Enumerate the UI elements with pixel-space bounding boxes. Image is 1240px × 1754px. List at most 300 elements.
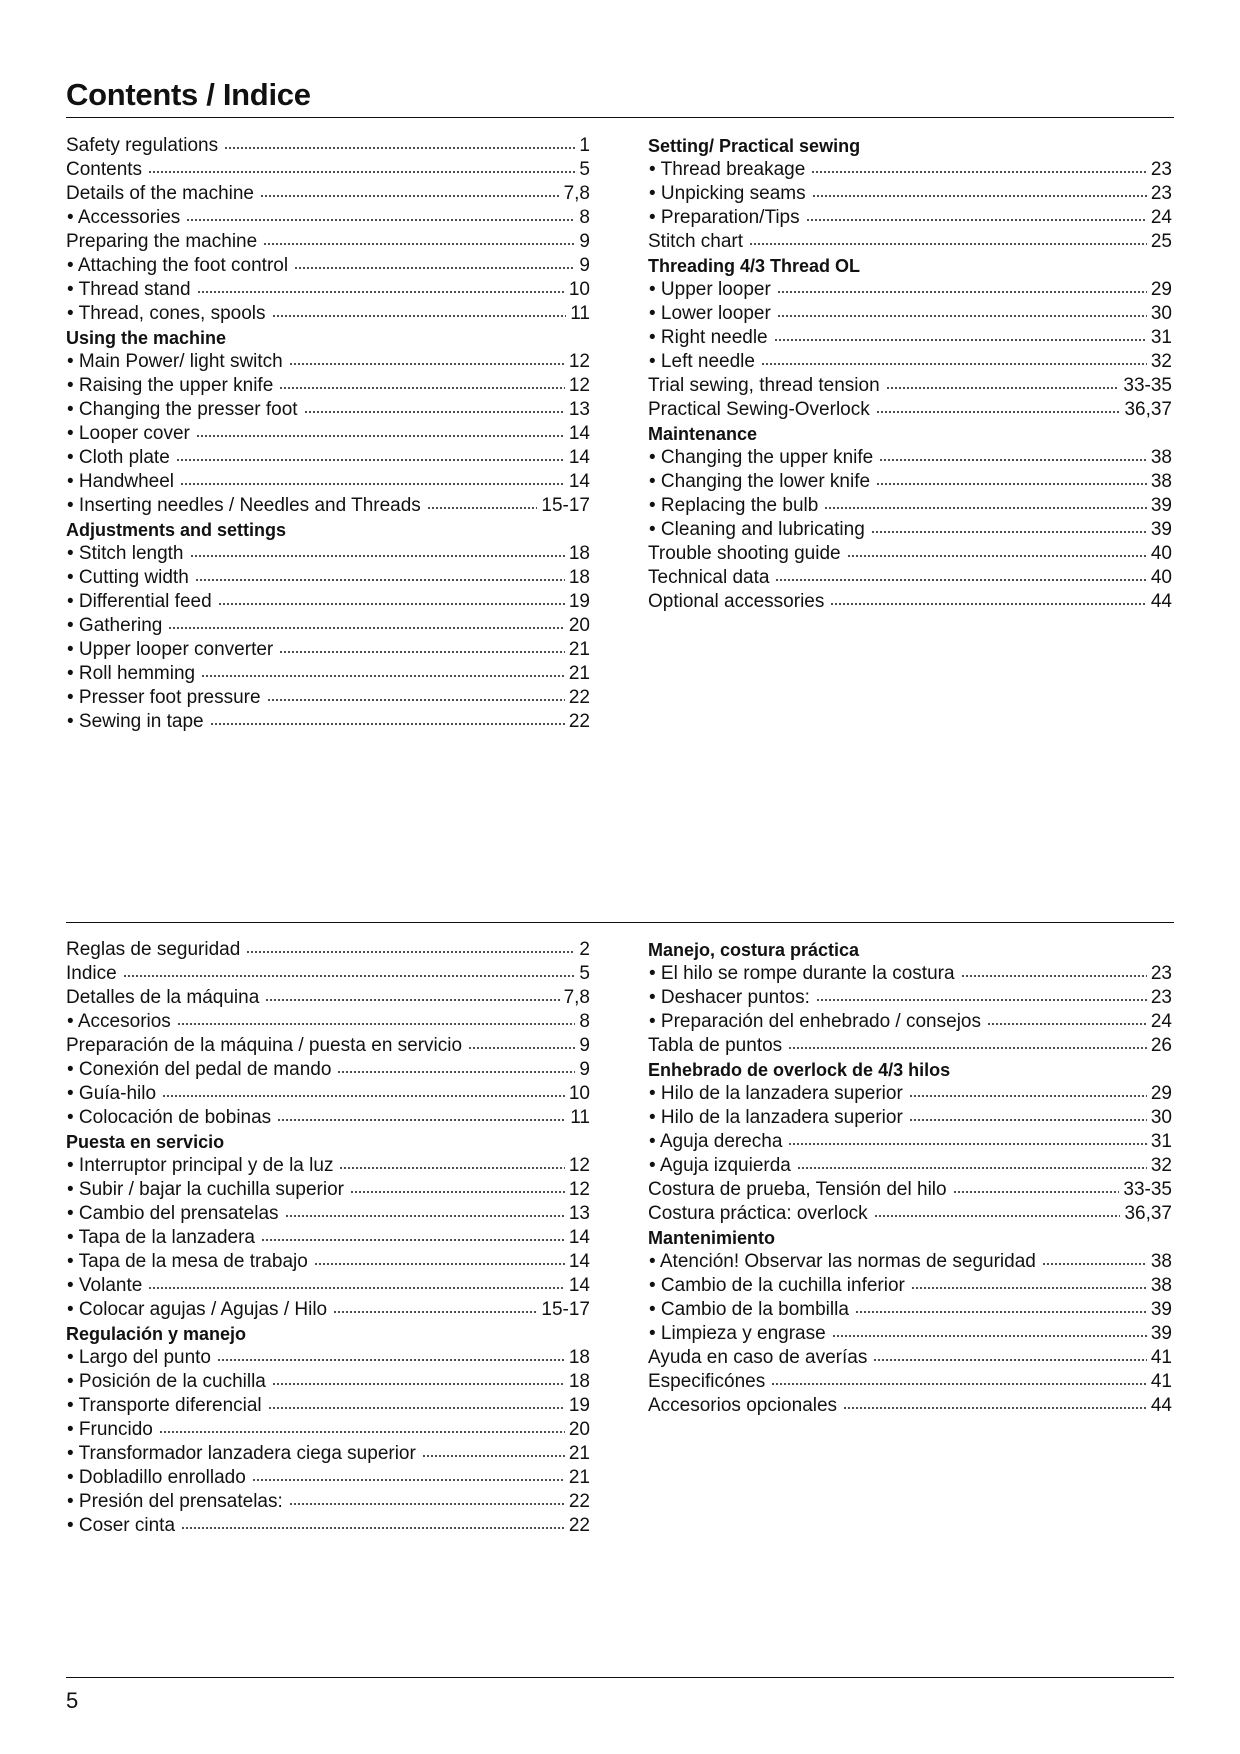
toc-entry-page: 32 [1150,351,1172,372]
toc-entry-label: • Hilo de la lanzadera superior [649,1083,903,1104]
toc-entry-label: • Subir / bajar la cuchilla superior [67,1179,345,1200]
toc-entry [648,206,1172,230]
toc-entry-page: 7,8 [563,183,590,204]
toc-entry-label: Preparing the machine [66,231,258,252]
toc-entry-page: 26 [1150,1035,1172,1056]
toc-entry [648,1010,1172,1034]
toc-entry-page: 30 [1150,303,1172,324]
dot-leader [339,1167,564,1169]
toc-entry-page: 33-35 [1123,1179,1172,1200]
dot-leader [197,291,565,293]
toc-entry [66,1250,590,1274]
toc-entry [648,1106,1172,1130]
dot-leader [749,243,1147,245]
dot-leader [811,171,1147,173]
dot-leader [961,975,1147,977]
toc-entry [648,182,1172,206]
toc-entry-label: • Attaching the foot control [67,255,289,276]
title-divider [66,117,1174,118]
toc-entry [66,986,590,1010]
toc-entry [66,1442,590,1466]
toc-entry-label: • Limpieza y engrase [649,1323,826,1344]
toc-entry-page: 12 [568,1155,590,1176]
toc-entry-page: 14 [568,1227,590,1248]
dot-leader [181,1527,565,1529]
toc-entry-label: • Sewing in tape [67,711,204,732]
toc-entry-label: • Changing the upper knife [649,447,874,468]
toc-entry-page: 14 [568,471,590,492]
toc-entry-label: Costura práctica: overlock [648,1203,868,1224]
toc-entry-page: 9 [579,255,590,276]
toc-entry-label: • Gathering [67,615,163,636]
toc-entry [648,158,1172,182]
english-right-column [648,134,1172,614]
toc-entry-label: • Cambio de la bombilla [649,1299,849,1320]
dot-leader [224,147,575,149]
toc-entry-label: Details of the machine [66,183,254,204]
toc-entry-page: 9 [579,231,590,252]
dot-leader [272,315,567,317]
toc-entry-label: • Fruncido [67,1419,153,1440]
dot-leader [285,1215,565,1217]
dot-leader [879,459,1147,461]
dot-leader [847,555,1147,557]
toc-entry-page: 14 [568,423,590,444]
toc-entry [66,1418,590,1442]
toc-entry [648,350,1172,374]
toc-entry-page: 12 [568,1179,590,1200]
toc-entry-page: 44 [1150,1395,1172,1416]
toc-entry-page: 21 [568,1467,590,1488]
toc-entry-page: 10 [568,279,590,300]
toc-entry [648,1034,1172,1058]
toc-entry [66,938,590,962]
toc-entry-page: 8 [579,1011,590,1032]
toc-entry-label: • Upper looper converter [67,639,274,660]
dot-leader [196,435,565,437]
dot-leader [824,507,1147,509]
dot-leader [190,555,565,557]
dot-leader [422,1455,565,1457]
toc-entry-page: 10 [568,1083,590,1104]
toc-entry-label: • Left needle [649,351,755,372]
dot-leader [771,1383,1147,1385]
dot-leader [468,1047,575,1049]
toc-entry-label: • Presser foot pressure [67,687,261,708]
toc-entry [66,1298,590,1322]
dot-leader [871,531,1147,533]
toc-entry-label: Safety regulations [66,135,219,156]
toc-entry-page: 22 [568,711,590,732]
toc-entry-page: 32 [1150,1155,1172,1176]
toc-entry-label: • Cambio del prensatelas [67,1203,279,1224]
dot-leader [337,1071,575,1073]
toc-entry-page: 44 [1150,591,1172,612]
toc-entry [66,638,590,662]
toc-entry-page: 5 [579,963,590,984]
dot-leader [806,219,1147,221]
toc-entry-label: • Main Power/ light switch [67,351,283,372]
toc-entry-label: • Right needle [649,327,768,348]
toc-entry-page: 15-17 [541,495,590,516]
toc-entry [648,302,1172,326]
toc-entry-page: 23 [1150,183,1172,204]
toc-entry [648,1178,1172,1202]
toc-entry-page: 20 [568,615,590,636]
toc-entry-page: 21 [568,663,590,684]
toc-entry-page: 22 [568,1515,590,1536]
toc-entry-page: 29 [1150,1083,1172,1104]
toc-entry [66,1178,590,1202]
toc-entry [66,542,590,566]
toc-entry [66,1514,590,1538]
toc-entry [648,1322,1172,1346]
toc-section-heading: Enhebrado de overlock de 4/3 hilos [648,1060,951,1080]
toc-entry-page: 36,37 [1124,399,1172,420]
toc-entry-page: 39 [1150,495,1172,516]
toc-entry [66,1466,590,1490]
toc-entry-label: • Raising the upper knife [67,375,274,396]
toc-entry [66,566,590,590]
toc-entry [66,182,590,206]
toc-entry [66,446,590,470]
toc-entry [66,1034,590,1058]
toc-entry-page: 33-35 [1123,375,1172,396]
dot-leader [886,387,1120,389]
dot-leader [788,1143,1146,1145]
toc-entry [66,494,590,518]
toc-entry [66,1490,590,1514]
dot-leader [1042,1263,1147,1265]
dot-leader [873,1359,1147,1361]
dot-leader [265,999,559,1001]
toc-entry-label: • Handwheel [67,471,174,492]
dot-leader [218,603,565,605]
toc-entry [66,1346,590,1370]
toc-entry-page: 2 [579,939,590,960]
toc-entry-page: 30 [1150,1107,1172,1128]
dot-leader [252,1479,565,1481]
toc-entry-page: 22 [568,1491,590,1512]
toc-entry-page: 13 [568,1203,590,1224]
toc-entry [648,1154,1172,1178]
toc-entry-page: 31 [1150,327,1172,348]
toc-entry [648,986,1172,1010]
toc-entry-page: 38 [1150,1251,1172,1272]
toc-entry-label: • Unpicking seams [649,183,806,204]
dot-leader [830,603,1146,605]
dot-leader [797,1167,1147,1169]
toc-entry-page: 15-17 [541,1299,590,1320]
toc-entry-label: • Hilo de la lanzadera superior [649,1107,903,1128]
toc-entry-label: • Accessories [67,207,181,228]
toc-entry-label: • Changing the presser foot [67,399,298,420]
dot-leader [294,267,575,269]
toc-entry-label: Indice [66,963,117,984]
dot-leader [263,243,575,245]
dot-leader [289,363,565,365]
toc-entry-label: • Inserting needles / Needles and Threads [67,495,421,516]
dot-leader [876,483,1147,485]
toc-entry [66,710,590,734]
dot-leader [304,411,565,413]
toc-entry-page: 38 [1150,471,1172,492]
toc-entry-label: • Cutting width [67,567,189,588]
toc-entry-page: 18 [568,567,590,588]
toc-entry-label: Practical Sewing-Overlock [648,399,870,420]
toc-entry-page: 40 [1150,567,1172,588]
toc-entry-label: Technical data [648,567,770,588]
toc-entry [648,1202,1172,1226]
page-number: 5 [66,1688,79,1713]
dot-leader [911,1287,1147,1289]
toc-section-heading: Regulación y manejo [66,1324,247,1344]
dot-leader [314,1263,565,1265]
toc-entry [648,470,1172,494]
toc-section-heading: Maintenance [648,424,758,444]
dot-leader [177,1023,576,1025]
toc-entry [66,278,590,302]
toc-entry-page: 18 [568,1371,590,1392]
dot-leader [909,1119,1147,1121]
toc-entry-label: Trouble shooting guide [648,543,841,564]
toc-entry-label: • Deshacer puntos: [649,987,810,1008]
dot-leader [210,723,565,725]
footer-divider [66,1677,1174,1678]
spanish-left-column [66,938,590,1538]
toc-entry [648,494,1172,518]
dot-leader [874,1215,1121,1217]
dot-leader [350,1191,565,1193]
dot-leader [148,1287,565,1289]
dot-leader [217,1359,565,1361]
toc-entry-page: 13 [568,399,590,420]
toc-entry [648,542,1172,566]
toc-entry-page: 23 [1150,987,1172,1008]
toc-entry-page: 41 [1150,1347,1172,1368]
dot-leader [261,1239,565,1241]
toc-entry-label: • Preparation/Tips [649,207,800,228]
dot-leader [279,651,565,653]
toc-entry [648,326,1172,350]
dot-leader [148,171,575,173]
dot-leader [195,579,565,581]
toc-entry-label: • Cleaning and lubricating [649,519,865,540]
toc-entry [66,1106,590,1130]
toc-entry [648,1394,1172,1418]
toc-entry-label: • Atención! Observar las normas de seguridad [649,1251,1036,1272]
toc-entry-label: • Largo del punto [67,1347,211,1368]
toc-section-heading: Manejo, costura práctica [648,940,860,960]
toc-entry-label: Tabla de puntos [648,1035,783,1056]
toc-entry [648,398,1172,422]
toc-entry-label: • Replacing the bulb [649,495,819,516]
dot-leader [289,1503,565,1505]
toc-entry-page: 5 [579,159,590,180]
toc-section-heading: Puesta en servicio [66,1132,225,1152]
toc-entry-label: Detalles de la máquina [66,987,260,1008]
dot-leader [816,999,1147,1001]
toc-entry [648,278,1172,302]
toc-entry-label: • Thread stand [67,279,191,300]
toc-entry-page: 7,8 [563,987,590,1008]
toc-entry-page: 38 [1150,1275,1172,1296]
dot-leader [159,1431,565,1433]
toc-entry-label: • Aguja derecha [649,1131,783,1152]
dot-leader [180,483,565,485]
toc-entry-page: 31 [1150,1131,1172,1152]
dot-leader [775,579,1146,581]
toc-entry-label: Especificónes [648,1371,766,1392]
toc-entry-page: 21 [568,1443,590,1464]
toc-section-heading: Using the machine [66,328,227,348]
toc-entry-page: 11 [570,1107,590,1128]
toc-entry [648,590,1172,614]
toc-entry-label: • Volante [67,1275,143,1296]
toc-entry [648,1298,1172,1322]
toc-entry [66,230,590,254]
toc-entry [66,590,590,614]
toc-entry [66,1010,590,1034]
toc-entry [66,374,590,398]
toc-entry-label: Costura de prueba, Tensión del hilo [648,1179,947,1200]
dot-leader [855,1311,1147,1313]
dot-leader [272,1383,565,1385]
toc-section-heading: Threading 4/3 Thread OL [648,256,861,276]
toc-entry [66,1082,590,1106]
toc-entry [648,1274,1172,1298]
toc-entry-label: • Dobladillo enrollado [67,1467,246,1488]
page-title: Contents / Indice [66,77,311,112]
toc-entry-page: 12 [568,375,590,396]
toc-entry-label: Accesorios opcionales [648,1395,838,1416]
toc-entry-page: 39 [1150,1323,1172,1344]
toc-entry-page: 1 [579,135,590,156]
dot-leader [987,1023,1147,1025]
dot-leader [168,627,564,629]
toc-entry-page: 24 [1150,1011,1172,1032]
toc-entry [648,1370,1172,1394]
dot-leader [277,1119,566,1121]
toc-entry-label: Preparación de la máquina / puesta en servicio [66,1035,463,1056]
dot-leader [268,1407,565,1409]
toc-entry-label: • Lower looper [649,303,771,324]
toc-entry-label: • Accesorios [67,1011,171,1032]
toc-entry-page: 18 [568,543,590,564]
dot-leader [777,315,1147,317]
toc-entry-page: 21 [568,639,590,660]
dot-leader [260,195,560,197]
toc-entry [66,1058,590,1082]
toc-entry [66,254,590,278]
toc-entry-page: 14 [568,1275,590,1296]
dot-leader [832,1335,1147,1337]
toc-entry-page: 39 [1150,1299,1172,1320]
toc-entry-label: • Thread breakage [649,159,806,180]
toc-entry-label: Trial sewing, thread tension [648,375,880,396]
toc-entry-label: • Posición de la cuchilla [67,1371,266,1392]
dot-leader [953,1191,1120,1193]
dot-leader [123,975,576,977]
dot-leader [333,1311,537,1313]
toc-entry-page: 12 [568,351,590,372]
toc-entry-page: 18 [568,1347,590,1368]
toc-entry-label: • Presión del prensatelas: [67,1491,283,1512]
toc-entry-label: • Stitch length [67,543,184,564]
toc-section-heading: Adjustments and settings [66,520,287,540]
toc-entry-page: 19 [568,1395,590,1416]
dot-leader [162,1095,565,1097]
toc-entry [66,1274,590,1298]
dot-leader [777,291,1147,293]
toc-entry-label: • Tapa de la mesa de trabajo [67,1251,308,1272]
toc-entry [648,374,1172,398]
dot-leader [201,675,565,677]
toc-entry-label: • Changing the lower knife [649,471,871,492]
toc-entry-page: 14 [568,1251,590,1272]
toc-entry [648,1250,1172,1274]
toc-entry-label: • Colocar agujas / Agujas / Hilo [67,1299,328,1320]
toc-entry-label: • Coser cinta [67,1515,176,1536]
dot-leader [427,507,538,509]
toc-entry [648,566,1172,590]
toc-entry-page: 36,37 [1124,1203,1172,1224]
toc-entry-label: • Guía-hilo [67,1083,157,1104]
toc-entry [66,1202,590,1226]
dot-leader [812,195,1147,197]
toc-entry-label: Contents [66,159,143,180]
toc-entry [66,962,590,986]
toc-entry [648,1346,1172,1370]
toc-entry [648,962,1172,986]
toc-entry-page: 38 [1150,447,1172,468]
toc-entry [66,422,590,446]
dot-leader [761,363,1147,365]
dot-leader [267,699,565,701]
toc-entry-label: • Transformador lanzadera ciega superior [67,1443,416,1464]
dot-leader [876,411,1121,413]
toc-entry-label: Ayuda en caso de averías [648,1347,868,1368]
dot-leader [176,459,565,461]
toc-entry [648,1130,1172,1154]
toc-entry [66,470,590,494]
toc-entry [66,1394,590,1418]
toc-entry-label: • Aguja izquierda [649,1155,791,1176]
toc-entry [66,206,590,230]
toc-entry [66,158,590,182]
toc-entry-label: • Looper cover [67,423,190,444]
toc-entry-label: • Roll hemming [67,663,196,684]
toc-entry-page: 24 [1150,207,1172,228]
english-left-column [66,134,590,734]
dot-leader [279,387,565,389]
spanish-right-column [648,938,1172,1418]
toc-entry-label: • Differential feed [67,591,212,612]
toc-section-heading: Mantenimiento [648,1228,776,1248]
toc-entry [66,134,590,158]
dot-leader [774,339,1147,341]
toc-entry-page: 41 [1150,1371,1172,1392]
toc-entry-label: • El hilo se rompe durante la costura [649,963,955,984]
toc-entry-label: • Preparación del enhebrado / consejos [649,1011,981,1032]
toc-entry-page: 20 [568,1419,590,1440]
toc-entry-label: • Cloth plate [67,447,170,468]
toc-entry-label: • Transporte diferencial [67,1395,262,1416]
toc-entry [648,230,1172,254]
toc-entry-label: • Cambio de la cuchilla inferior [649,1275,905,1296]
toc-entry [648,1082,1172,1106]
toc-entry-page: 22 [568,687,590,708]
